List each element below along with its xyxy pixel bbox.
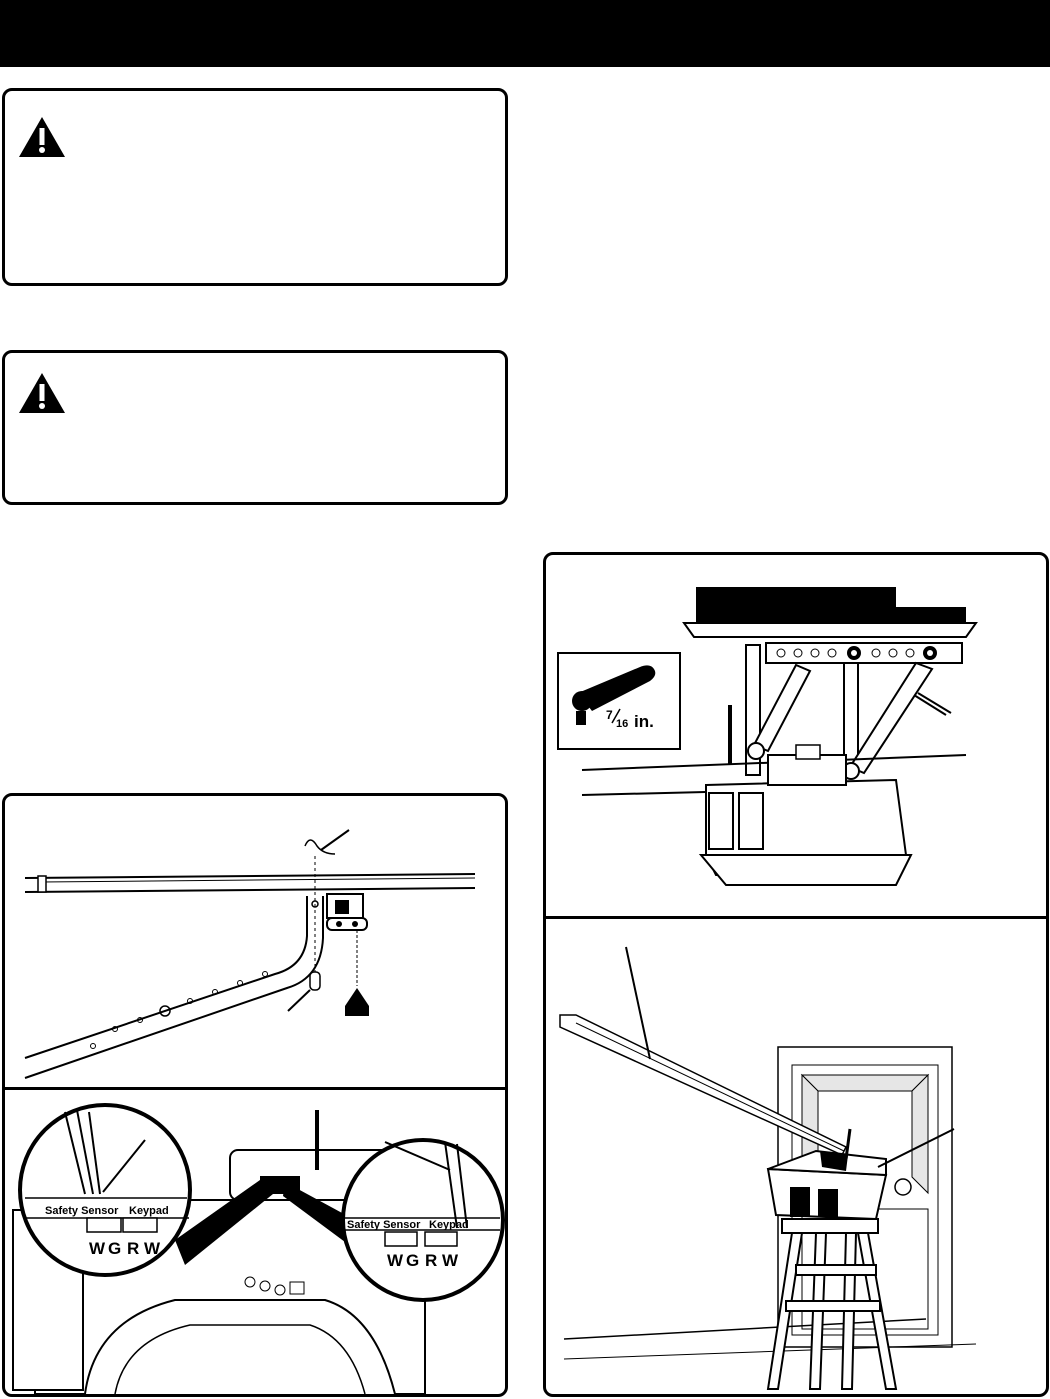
callout-line xyxy=(918,693,951,713)
terminal-label-safety-sensor: Safety Sensor xyxy=(45,1205,119,1217)
terminal-letter: W xyxy=(442,1251,459,1270)
warning-box-2 xyxy=(2,350,508,505)
wrench-size-numerator: 7 xyxy=(606,708,613,722)
terminal-label-keypad: Keypad xyxy=(429,1219,469,1231)
warning-triangle-icon xyxy=(17,371,67,415)
figure-ladder-support xyxy=(543,916,1049,1397)
figure-sensor-wiring xyxy=(2,1087,508,1397)
header-bar xyxy=(0,0,1050,67)
wrench-size-denominator: 16 xyxy=(616,718,629,730)
terminal-letter: G xyxy=(108,1239,122,1258)
warning-box-1 xyxy=(2,88,508,286)
terminal-letter: W xyxy=(387,1251,404,1270)
terminal-letter: R xyxy=(127,1239,140,1258)
warning-triangle-icon xyxy=(17,115,67,159)
zoom-detail-right xyxy=(343,1140,503,1300)
wrench-size-unit: in. xyxy=(634,712,654,731)
terminal-letter: W xyxy=(89,1239,106,1258)
figure-ceiling-bracket xyxy=(543,552,1049,919)
release-handle-illustration xyxy=(345,930,369,1016)
wrench-inset xyxy=(558,653,680,749)
figure-door-arm xyxy=(2,793,508,1090)
terminal-letter: W xyxy=(144,1239,161,1258)
terminal-letter: G xyxy=(406,1251,420,1270)
rail-illustration xyxy=(25,874,475,892)
door-frame-illustration xyxy=(564,1047,976,1359)
terminal-letter: R xyxy=(425,1251,438,1270)
terminal-label-safety-sensor: Safety Sensor xyxy=(347,1219,421,1231)
zoom-detail-left xyxy=(20,1105,190,1275)
ceiling-joist-illustration xyxy=(684,587,976,637)
trolley-illustration xyxy=(327,894,367,930)
door-arm-illustration xyxy=(25,896,323,1078)
terminal-label-keypad: Keypad xyxy=(129,1205,169,1217)
